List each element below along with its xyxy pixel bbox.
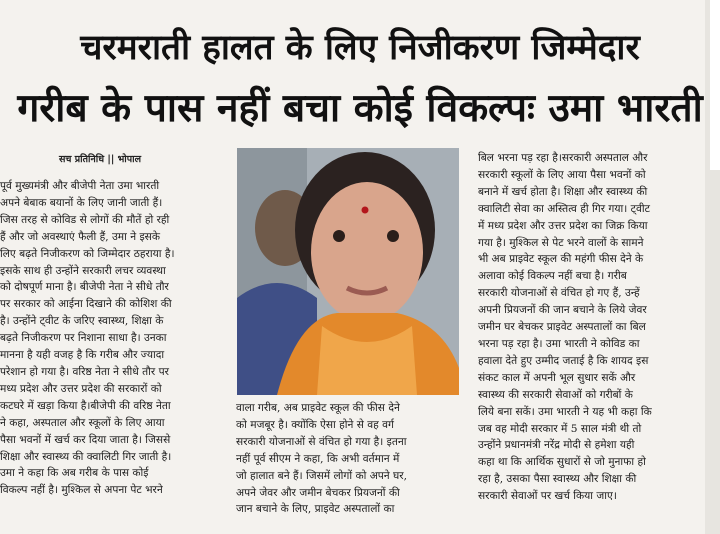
article-line: अपनी प्रियजनों की जान बचाने के लिये जेवर [478, 304, 647, 317]
article-line: कटघरे में खड़ा किया है।बीजेपी की वरिष्ठ नेता [0, 399, 171, 412]
article-line: गया है। मुश्किल से पेट भरने वालों के सामने [478, 236, 644, 249]
article-line: पूर्व मुख्यमंत्री और बीजेपी नेता उमा भारती [0, 180, 160, 192]
article-line: अपने बेबाक बयानों के लिए जानी जाती हैं। [0, 196, 163, 209]
article-line: परेशान हो गया है। वरिष्ठ नेता ने सीधे तौर पर [0, 365, 169, 378]
article-line: पैसा भवनों में खर्च कर दिया जाता है। जिससे [0, 433, 171, 446]
article-line: है। उन्होंने ट्वीट के जरिए स्वास्थ्य, शिक्षा के [0, 315, 164, 328]
article-line: भरना पड़ रहा है। उमा भारती ने कोविड का [478, 337, 640, 350]
article-line: इसके साथ ही उन्होंने सरकारी लचर व्यवस्था [0, 264, 166, 277]
article-line: पर सरकार को आईना दिखाने की कोशिश की [0, 298, 172, 311]
article-line: जिस तरह से कोविड से लोगों की मौतें हो रही [0, 213, 170, 226]
article-line: सरकारी स्कूलों के लिए आया पैसा भवनों को [478, 168, 646, 181]
article-line: सरकारी सेवाओं पर खर्च किया जाए। [478, 490, 617, 503]
article-line: उन्होंने प्रधानमंत्री नरेंद्र मोदी से हमेशा यही [478, 439, 635, 452]
article-column-1 [0, 178, 221, 499]
article-line: संकट काल में अपनी भूल सुधार सकें और [478, 371, 636, 384]
article-line: में मध्य प्रदेश और उत्तर प्रदेश का जिक्र किया [478, 219, 648, 232]
article-line: अपने जेवर और जमीन बेचकर प्रियजनों की [236, 486, 400, 499]
headline-line-2: गरीब के पास नहीं बचा कोई विकल्पः उमा भारती [17, 86, 703, 131]
article-line: जो हालात बने हैं। जिसमें लोगों को अपने घर, [236, 469, 408, 482]
adjacent-page-strip [710, 0, 720, 170]
article-line: स्वास्थ्य की सरकारी सेवाओं को गरीबों के [478, 388, 633, 401]
article-line: जमीन घर बेचकर प्राइवेट अस्पतालों का बिल [478, 321, 646, 334]
article-line: रहा है, उसका पैसा स्वास्थ्य और शिक्षा की [478, 473, 637, 486]
article-line: लिए बढ़ते निजीकरण को जिम्मेदार ठहराया है। [0, 247, 175, 260]
article-line: मध्य प्रदेश और उत्तर प्रदेश की सरकारों को [0, 382, 162, 395]
article-line: बढ़ते निजीकरण पर निशाना साधा है। उनका [0, 332, 167, 345]
article-column-2 [236, 400, 461, 518]
article-line: बनाने में खर्च होता है। शिक्षा और स्वास्थ्य की [478, 185, 648, 198]
article-line: हैं और जो अवस्थाएं फैली हैं, उमा ने इसके [0, 230, 160, 243]
article-line: हवाला देते हुए उम्मीद जताई है कि शायद इस [478, 354, 649, 367]
article-line: क्वालिटी सेवा का अस्तित्व ही गिर गया। ट्वीट [478, 202, 650, 215]
article-line: मानना है यही वजह है कि गरीब और ज्यादा [0, 349, 165, 362]
article-line: शिक्षा और स्वास्थ्य की क्वालिटी गिर जाती है। [0, 450, 172, 463]
article-line: को दोषपूर्ण माना है। बीजेपी नेता ने सीधे तौर [0, 281, 169, 294]
article-line: कहा था कि आर्थिक सुधारों से जो मुनाफा हो [478, 456, 646, 469]
article-line: वाला गरीब, अब प्राइवेट स्कूल की फीस देने [236, 402, 400, 414]
article-line: भी अब प्राइवेट स्कूल की महंगी फीस देने के [478, 253, 644, 266]
article-line: अलावा कोई विकल्प नहीं बचा है। गरीब [478, 270, 627, 283]
article-line: नहीं पूर्व सीएम ने कहा, कि अभी वर्तमान में [236, 452, 400, 465]
portrait-illustration [237, 148, 459, 395]
article-line: बिल भरना पड़ रहा है।सरकारी अस्पताल और [478, 152, 648, 164]
portrait-photo [237, 148, 459, 395]
article-line: जान बचाने के लिए, प्राइवेट अस्पतालों का [236, 503, 395, 516]
article-line: ने कहा, अस्पताल और स्कूलों के लिए आया [0, 416, 165, 429]
article-line: लिये बना सकें। उमा भारती ने यह भी कहा कि [478, 405, 652, 418]
article-line: को मजबूर है। क्योंकि ऐसा होने से वह वर्ग [236, 418, 395, 431]
article-line: विकल्प नहीं है। मुश्किल से अपना पेट भरने [0, 484, 163, 497]
article-line: सरकारी योजनाओं से वंचित हो गया है। इतना [236, 435, 407, 448]
headline-line-1: चरमराती हालत के लिए निजीकरण जिम्मेदार [80, 28, 640, 68]
byline: सच प्रतिनिधि || भोपाल [59, 154, 142, 165]
article-line: सरकारी योजनाओं से वंचित हो गए हैं, उन्हें [478, 287, 640, 300]
article-line: उमा ने कहा कि अब गरीब के पास कोई [0, 467, 149, 480]
article-line: जब वह मोदी सरकार में 5 साल मंत्री थी तो [478, 422, 642, 435]
article-column-3 [478, 150, 701, 505]
